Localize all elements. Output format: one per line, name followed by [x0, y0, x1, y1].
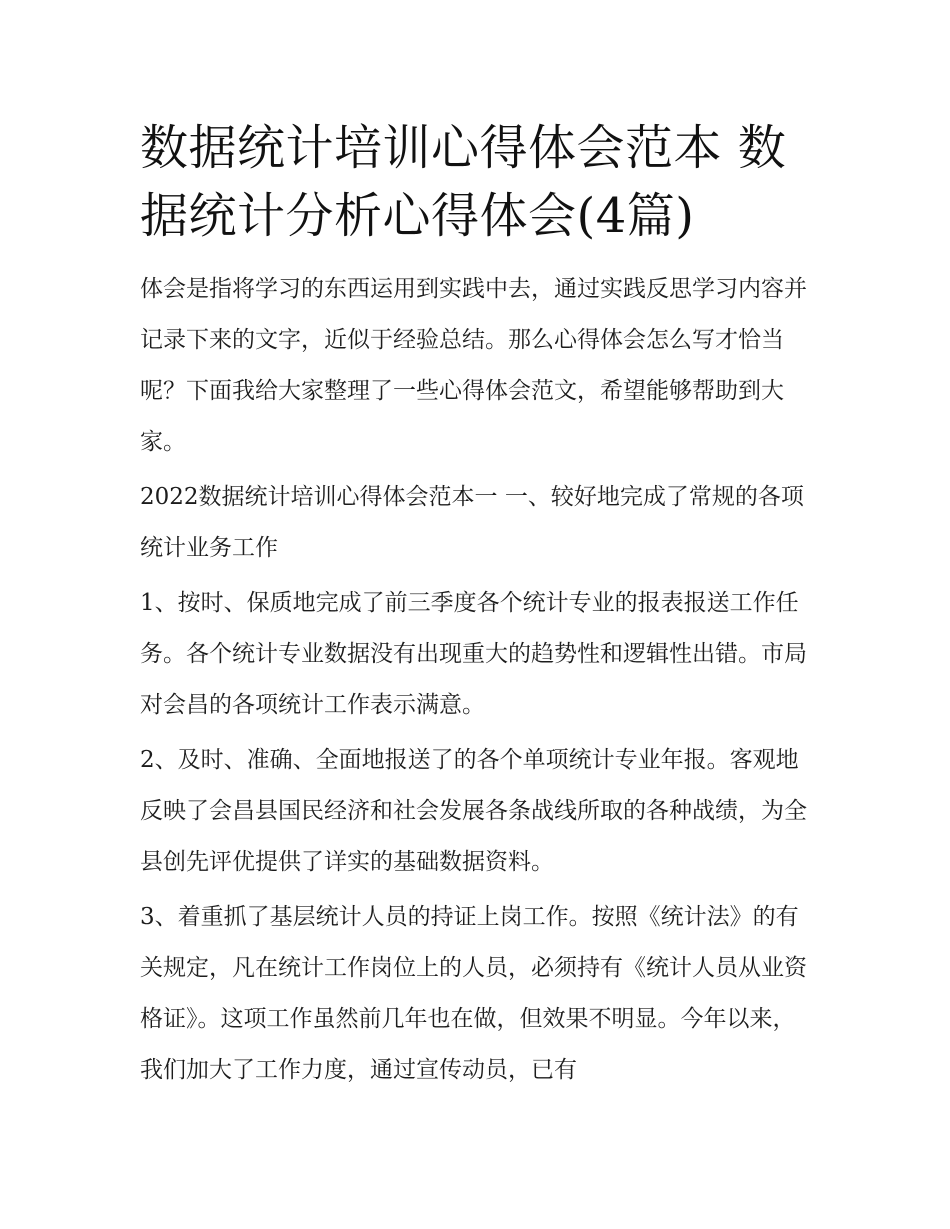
- item-3-paragraph: 3、着重抓了基层统计人员的持证上岗工作。按照《统计法》的有关规定，凡在统计工作岗位上的人员，必须持有《统计人员从业资格证》。这项工作虽然前几年也在做，但效果不明显。今年以来，我们加大了工作力度，通过宣传动员，已有: [140, 904, 807, 1083]
- intro-paragraph: 体会是指将学习的东西运用到实践中去，通过实践反思学习内容并记录下来的文字，近似于经验总结。那么心得体会怎么写才恰当呢？下面我给大家整理了一些心得体会范文，希望能够帮助到大家。: [140, 276, 807, 455]
- section-heading-paragraph: 2022数据统计培训心得体会范本一 一、较好地完成了常规的各项统计业务工作: [140, 484, 804, 561]
- document-title: 数据统计培训心得体会范本 数据统计分析心得体会(4篇): [140, 120, 787, 244]
- item-2-paragraph: 2、及时、准确、全面地报送了的各个单项统计专业年报。客观地反映了会昌县国民经济和社会发展各条战线所取的各种战绩，为全县创先评优提供了详实的基础数据资料。: [140, 747, 807, 875]
- item-1-paragraph: 1、按时、保质地完成了前三季度各个统计专业的报表报送工作任务。各个统计专业数据没有出现重大的趋势性和逻辑性出错。市局对会昌的各项统计工作表示满意。: [140, 590, 807, 718]
- document-body: [140, 114, 816, 1100]
